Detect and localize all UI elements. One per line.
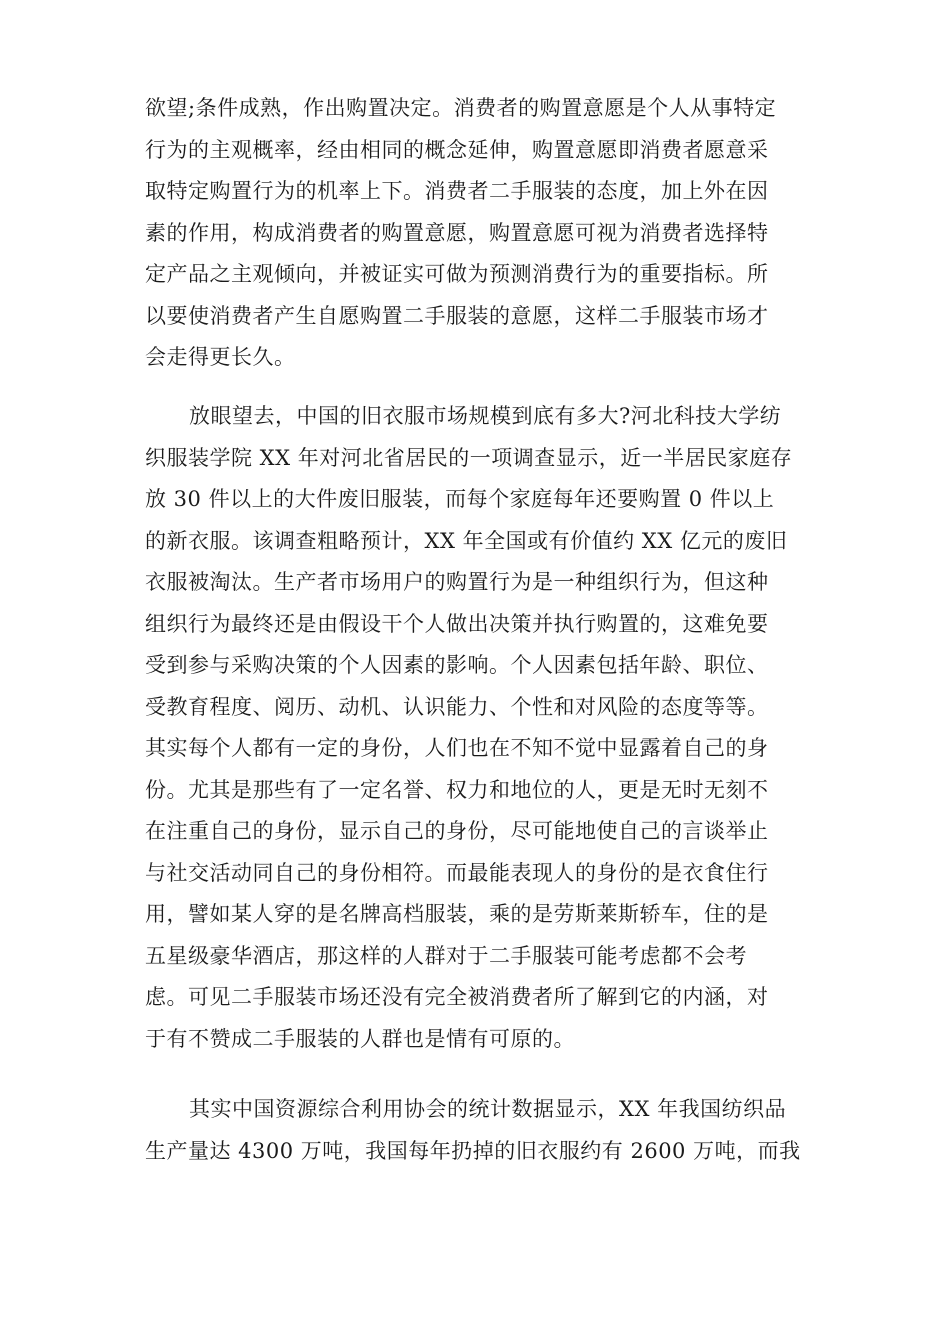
paragraph-1 bbox=[145, 88, 805, 379]
paragraph-line: 其实中国资源综合利用协会的统计数据显示，XX 年我国纺织品 bbox=[189, 1097, 787, 1121]
paragraph-line: 织服装学院 XX 年对河北省居民的一项调查显示，近一半居民家庭存 bbox=[145, 445, 793, 470]
paragraph-line: 份。尤其是那些有了一定名誉、权力和地位的人，更是无时无刻不 bbox=[145, 777, 769, 802]
paragraph-line: 虑。可见二手服装市场还没有完全被消费者所了解到它的内涵，对 bbox=[145, 985, 769, 1009]
paragraph-line: 定产品之主观倾向，并被证实可做为预测消费行为的重要指标。所 bbox=[145, 262, 769, 286]
paragraph-line: 五星级豪华酒店，那这样的人群对于二手服装可能考虑都不会考 bbox=[145, 943, 747, 968]
paragraph-line: 取特定购置行为的机率上下。消费者二手服装的态度，加上外在因 bbox=[145, 179, 769, 203]
paragraph-line: 会走得更长久。 bbox=[145, 345, 296, 369]
paragraph-line: 受到参与采购决策的个人因素的影响。个人因素包括年龄、职位、 bbox=[145, 653, 769, 677]
paragraph-line: 生产量达 4300 万吨，我国每年扔掉的旧衣服约有 2600 万吨，而我 bbox=[145, 1138, 801, 1163]
paragraph-line: 放眼望去，中国的旧衣服市场规模到底有多大?河北科技大学纺 bbox=[189, 404, 782, 428]
paragraph-line: 放 30 件以上的大件废旧服装，而每个家庭每年还要购置 0 件以上 bbox=[145, 487, 775, 511]
paragraph-line: 在注重自己的身份，显示自己的身份，尽可能地使自己的言谈举止 bbox=[145, 819, 769, 843]
paragraph-line: 组织行为最终还是由假设干个人做出决策并执行购置的，这难免要 bbox=[145, 611, 769, 636]
paragraph-line: 于有不赞成二手服装的人群也是情有可原的。 bbox=[145, 1026, 575, 1051]
paragraph-line: 欲望;条件成熟，作出购置决定。消费者的购置意愿是个人从事特定 bbox=[145, 96, 777, 120]
paragraph-line: 行为的主观概率，经由相同的概念延伸，购置意愿即消费者愿意采 bbox=[145, 137, 769, 162]
paragraph-3 bbox=[145, 1089, 805, 1172]
paragraph-line: 其实每个人都有一定的身份，人们也在不知不觉中显露着自己的身 bbox=[145, 736, 769, 760]
paragraph-line: 与社交活动同自己的身份相符。而最能表现人的身份的是衣食住行 bbox=[145, 860, 769, 885]
paragraph-2 bbox=[145, 396, 805, 1060]
paragraph-line: 衣服被淘汰。生产者市场用户的购置行为是一种组织行为，但这种 bbox=[145, 570, 769, 594]
paragraph-line: 的新衣服。该调查粗略预计，XX 年全国或有价值约 XX 亿元的废旧 bbox=[145, 528, 788, 553]
paragraph-line: 以要使消费者产生自愿购置二手服装的意愿，这样二手服装市场才 bbox=[145, 303, 769, 328]
paragraph-line: 受教育程度、阅历、动机、认识能力、个性和对风险的态度等等。 bbox=[145, 694, 769, 719]
paragraph-line: 素的作用，构成消费者的购置意愿，购置意愿可视为消费者选择特 bbox=[145, 220, 769, 245]
paragraph-line: 用，譬如某人穿的是名牌高档服装，乘的是劳斯莱斯轿车，住的是 bbox=[145, 902, 769, 926]
